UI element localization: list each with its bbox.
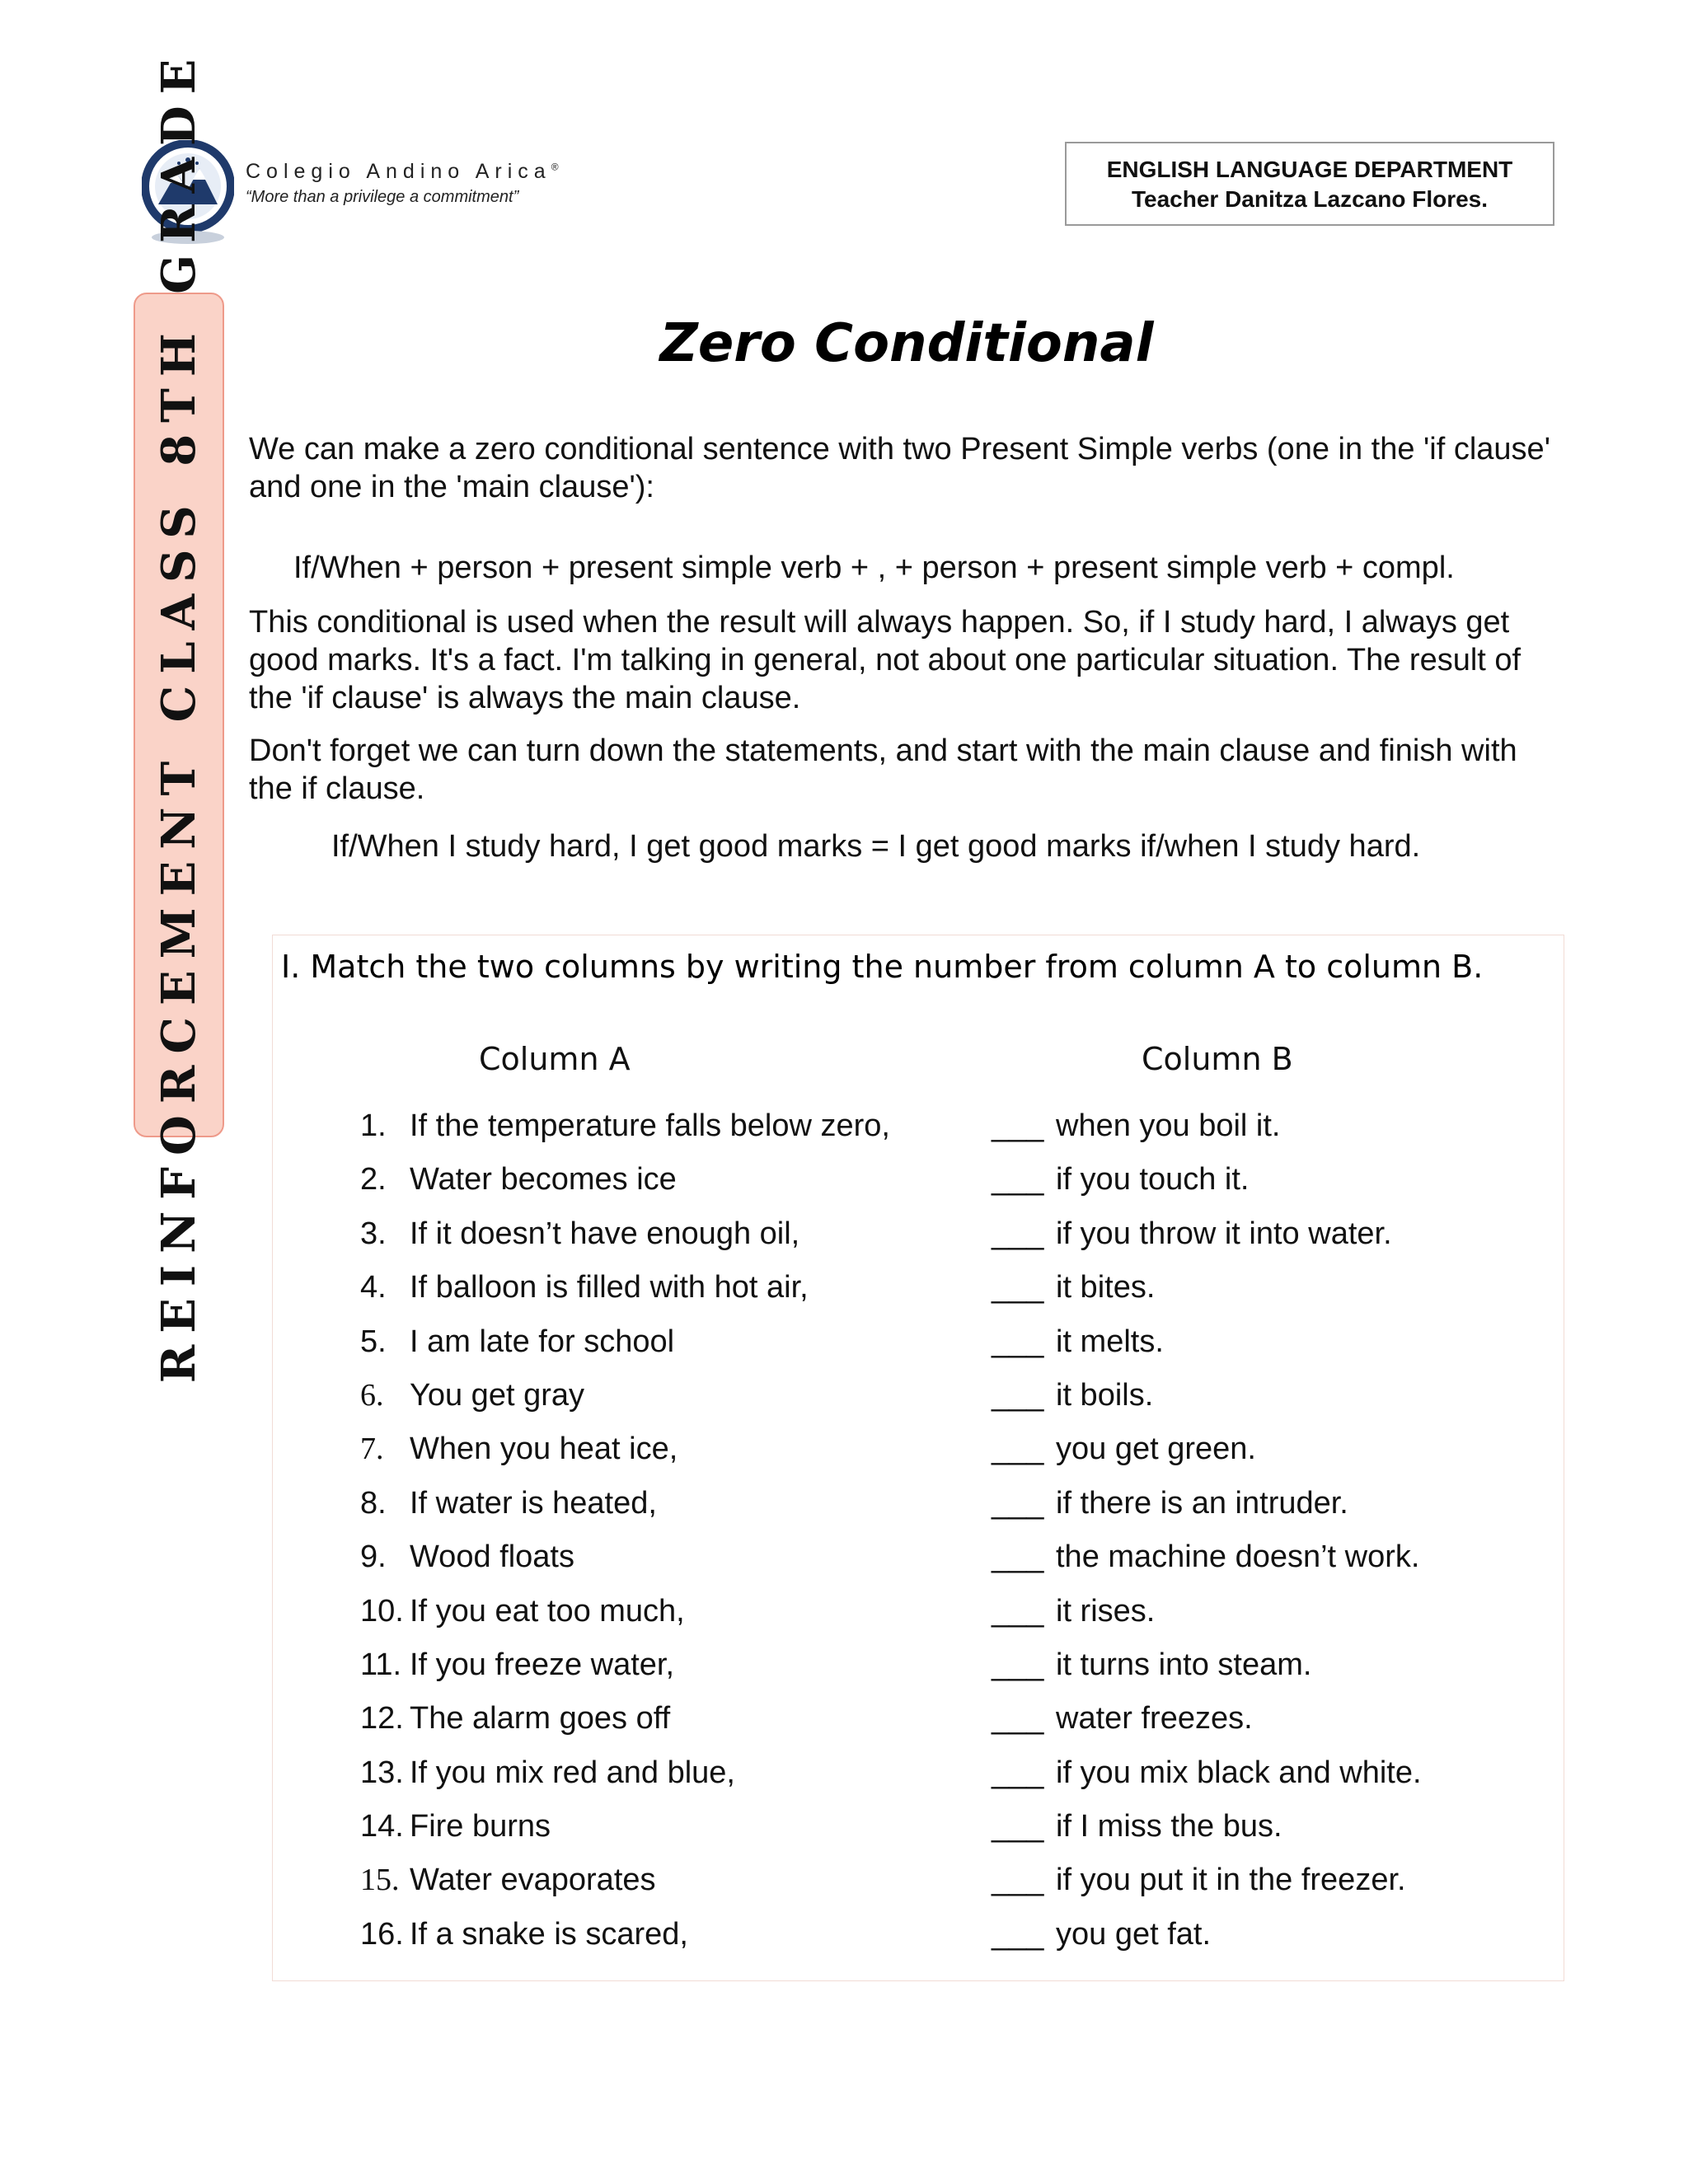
column-a-item: When you heat ice, xyxy=(410,1432,678,1467)
row-number: 9. xyxy=(360,1540,387,1575)
column-b-item: if you put it in the freezer. xyxy=(1056,1863,1406,1898)
column-b-item: if you mix black and white. xyxy=(1056,1755,1422,1790)
match-row xyxy=(273,1909,1564,1962)
formula: If/When + person + present simple verb + , + person + present simple verb + compl. xyxy=(293,551,1455,585)
answer-blank[interactable]: ___ xyxy=(992,1863,1044,1898)
teacher-name: Teacher Danitza Lazcano Flores. xyxy=(1131,186,1489,212)
side-band xyxy=(134,47,224,1383)
column-a-header: Column A xyxy=(479,1041,631,1077)
row-number: 11. xyxy=(360,1647,402,1682)
match-row xyxy=(273,1262,1564,1315)
column-b-item: it turns into steam. xyxy=(1056,1647,1312,1682)
match-row xyxy=(273,1423,1564,1477)
match-row xyxy=(273,1100,1564,1154)
column-a-item: I am late for school xyxy=(410,1324,675,1359)
school-motto: “More than a privilege a commitment” xyxy=(246,188,519,206)
answer-blank[interactable]: ___ xyxy=(992,1485,1044,1521)
column-a-item: If a snake is scared, xyxy=(410,1916,688,1952)
row-number: 13. xyxy=(360,1755,404,1790)
row-number: 8. xyxy=(360,1485,387,1521)
answer-blank[interactable]: ___ xyxy=(992,1647,1044,1682)
match-row xyxy=(273,1531,1564,1585)
exercise-box xyxy=(272,935,1564,1981)
match-row xyxy=(273,1208,1564,1262)
column-a-item: If you eat too much, xyxy=(410,1593,685,1629)
match-row xyxy=(273,1370,1564,1423)
column-b-item: if you throw it into water. xyxy=(1056,1216,1392,1251)
answer-blank[interactable]: ___ xyxy=(992,1324,1044,1359)
match-row xyxy=(273,1639,1564,1693)
row-number: 12. xyxy=(360,1701,404,1736)
column-b-item: when you boil it. xyxy=(1056,1108,1281,1143)
side-label: REINFORCEMENT CLASS 8TH GRADE xyxy=(152,47,206,1383)
answer-blank[interactable]: ___ xyxy=(992,1755,1044,1790)
answer-blank[interactable]: ___ xyxy=(992,1432,1044,1467)
department-name: ENGLISH LANGUAGE DEPARTMENT xyxy=(1106,157,1513,182)
page-title: Zero Conditional xyxy=(659,313,1154,374)
answer-blank[interactable]: ___ xyxy=(992,1108,1044,1143)
column-b-item: if you touch it. xyxy=(1056,1162,1250,1197)
column-a-item: If balloon is filled with hot air, xyxy=(410,1270,809,1305)
column-b-item: it rises. xyxy=(1056,1593,1156,1629)
column-b-item: if I miss the bus. xyxy=(1056,1809,1282,1844)
match-row xyxy=(273,1747,1564,1801)
row-number: 15. xyxy=(360,1863,400,1898)
answer-blank[interactable]: ___ xyxy=(992,1916,1044,1952)
column-a-item: If the temperature falls below zero, xyxy=(410,1108,890,1143)
answer-blank[interactable]: ___ xyxy=(992,1540,1044,1575)
column-b-item: you get green. xyxy=(1056,1432,1256,1467)
exercise-instruction: I. Match the two columns by writing the number from column A to column B. xyxy=(281,949,1484,985)
answer-blank[interactable]: ___ xyxy=(992,1701,1044,1736)
match-row xyxy=(273,1693,1564,1746)
match-row xyxy=(273,1316,1564,1370)
column-a-item: If it doesn’t have enough oil, xyxy=(410,1216,800,1251)
column-a-item: You get gray xyxy=(410,1377,584,1413)
match-row xyxy=(273,1154,1564,1207)
column-b-item: water freezes. xyxy=(1056,1701,1253,1736)
example-sentence: If/When I study hard, I get good marks = I get good marks if/when I study hard. xyxy=(331,829,1421,864)
column-b-item: you get fat. xyxy=(1056,1916,1212,1952)
column-a-item: Wood floats xyxy=(410,1540,574,1575)
school-name: Colegio Andino Arica® xyxy=(246,160,559,183)
row-number: 2. xyxy=(360,1162,387,1197)
column-b-item: it melts. xyxy=(1056,1324,1164,1359)
answer-blank[interactable]: ___ xyxy=(992,1809,1044,1844)
row-number: 7. xyxy=(360,1432,384,1467)
column-a-item: Fire burns xyxy=(410,1809,551,1844)
column-b-item: if there is an intruder. xyxy=(1056,1485,1348,1521)
answer-blank[interactable]: ___ xyxy=(992,1216,1044,1251)
match-row xyxy=(273,1801,1564,1854)
match-row xyxy=(273,1478,1564,1531)
answer-blank[interactable]: ___ xyxy=(992,1377,1044,1413)
answer-blank[interactable]: ___ xyxy=(992,1593,1044,1629)
column-b-item: it boils. xyxy=(1056,1377,1154,1413)
intro-paragraph-3: Don't forget we can turn down the statements, and start with the main clause and finish with the if clause. xyxy=(249,733,1517,806)
row-number: 6. xyxy=(360,1377,384,1413)
intro-paragraph-2: This conditional is used when the result will always happen. So, if I study hard, I always get good marks. It's a fact. I'm talking in general, not about one particular situation. The result of the 'if clause' is always the main clause. xyxy=(249,605,1522,715)
match-rows xyxy=(273,1100,1564,1962)
row-number: 4. xyxy=(360,1270,387,1305)
column-b-item: it bites. xyxy=(1056,1270,1156,1305)
row-number: 14. xyxy=(360,1809,404,1844)
match-row xyxy=(273,1854,1564,1908)
intro-paragraph-1: We can make a zero conditional sentence with two Present Simple verbs (one in the 'if clause' and one in the 'main clause'): xyxy=(249,432,1550,504)
school-logo xyxy=(142,140,570,255)
column-a-item: The alarm goes off xyxy=(410,1701,671,1736)
column-a-item: If you freeze water, xyxy=(410,1647,675,1682)
match-row xyxy=(273,1586,1564,1639)
column-a-item: If water is heated, xyxy=(410,1485,657,1521)
department-box xyxy=(1065,142,1554,226)
row-number: 16. xyxy=(360,1916,404,1952)
row-number: 10. xyxy=(360,1593,404,1629)
answer-blank[interactable]: ___ xyxy=(992,1162,1044,1197)
column-a-item: If you mix red and blue, xyxy=(410,1755,735,1790)
row-number: 5. xyxy=(360,1324,387,1359)
column-b-item: the machine doesn’t work. xyxy=(1056,1540,1420,1575)
row-number: 1. xyxy=(360,1108,387,1143)
column-a-item: Water evaporates xyxy=(410,1863,656,1898)
column-b-header: Column B xyxy=(1142,1041,1293,1077)
column-a-item: Water becomes ice xyxy=(410,1162,677,1197)
answer-blank[interactable]: ___ xyxy=(992,1270,1044,1305)
row-number: 3. xyxy=(360,1216,387,1251)
